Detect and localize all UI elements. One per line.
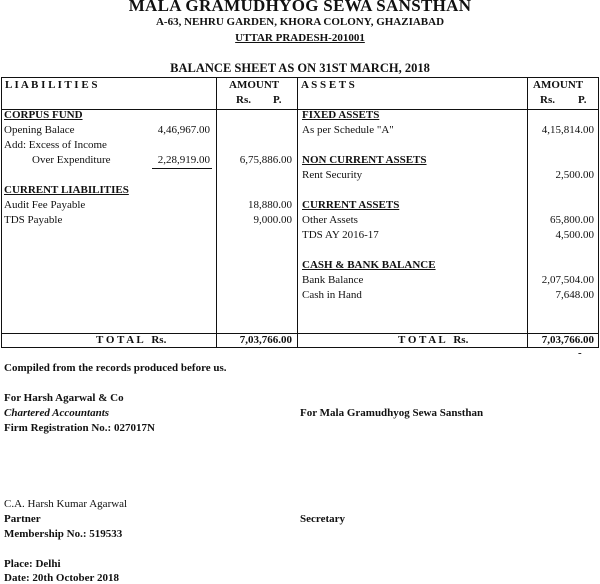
assets-p-header: P. <box>578 94 587 106</box>
balance-sheet-title: BALANCE SHEET AS ON 31ST MARCH, 2018 <box>170 61 430 75</box>
over-expenditure-value: 2,28,919.00 <box>157 154 210 166</box>
over-expenditure-label: Over Expenditure <box>32 154 111 166</box>
chartered-accountants: Chartered Accountants <box>4 407 110 419</box>
liabilities-header: L I A B I L I T I E S <box>5 79 98 91</box>
liab-amount-header: AMOUNT <box>229 79 280 91</box>
assets-amount-header: AMOUNT <box>533 79 584 91</box>
opening-balance-label: Opening Balace <box>4 124 75 136</box>
fixed-assets-heading: FIXED ASSETS <box>302 109 380 121</box>
bank-balance-label: Bank Balance <box>302 274 364 286</box>
address-line2: UTTAR PRADESH-201001 <box>235 32 365 44</box>
secretary-title: Secretary <box>300 513 345 525</box>
tds-ay-label: TDS AY 2016-17 <box>302 229 379 241</box>
dash-mark: - <box>578 347 582 359</box>
membership-number: Membership No.: 519533 <box>4 528 123 540</box>
corpus-fund-heading: CORPUS FUND <box>4 109 83 121</box>
tds-payable-value: 9,000.00 <box>253 214 292 226</box>
date: Date: 20th October 2018 <box>4 572 119 584</box>
audit-fee-value: 18,880.00 <box>248 199 292 211</box>
assets-total-value: 7,03,766.00 <box>541 334 594 346</box>
assets-total-label: T O T A L Rs. <box>398 334 469 346</box>
liab-rs-header: Rs. <box>236 94 251 106</box>
current-assets-heading: CURRENT ASSETS <box>302 199 400 211</box>
address-line1: A-63, NEHRU GARDEN, KHORA COLONY, GHAZIABAD <box>155 16 445 28</box>
cash-in-hand-value: 7,648.00 <box>555 289 594 301</box>
corpus-total-value: 6,75,886.00 <box>239 154 292 166</box>
add-excess-label: Add: Excess of Income <box>4 139 107 151</box>
cash-in-hand-label: Cash in Hand <box>302 289 362 301</box>
partner-title: Partner <box>4 513 41 525</box>
opening-balance-value: 4,46,967.00 <box>157 124 210 136</box>
tds-payable-label: TDS Payable <box>4 214 63 226</box>
assets-rs-header: Rs. <box>540 94 555 106</box>
bank-balance-value: 2,07,504.00 <box>541 274 594 286</box>
tds-ay-value: 4,500.00 <box>555 229 594 241</box>
audit-fee-label: Audit Fee Payable <box>4 199 86 211</box>
schedule-label: As per Schedule "A" <box>302 124 394 136</box>
compiled-note: Compiled from the records produced before us. <box>4 362 227 374</box>
org-name: MALA GRAMUDHYOG SEWA SANSTHAN <box>128 0 472 15</box>
cash-bank-heading: CASH & BANK BALANCE <box>302 259 436 271</box>
liab-total-value: 7,03,766.00 <box>239 334 292 346</box>
firm-registration: Firm Registration No.: 027017N <box>4 422 155 434</box>
for-organization: For Mala Gramudhyog Sewa Sansthan <box>300 407 484 419</box>
current-liabilities-heading: CURRENT LIABILITIES <box>4 184 129 196</box>
other-assets-value: 65,800.00 <box>550 214 594 226</box>
subtotal-underline <box>152 168 212 169</box>
place: Place: Delhi <box>4 558 61 570</box>
assets-header: A S S E T S <box>301 79 355 91</box>
liab-p-header: P. <box>273 94 282 106</box>
non-current-assets-heading: NON CURRENT ASSETS <box>302 154 427 166</box>
schedule-value: 4,15,814.00 <box>541 124 594 136</box>
other-assets-label: Other Assets <box>302 214 358 226</box>
liab-total-label: T O T A L Rs. <box>96 334 167 346</box>
rent-security-value: 2,500.00 <box>555 169 594 181</box>
partner-name: C.A. Harsh Kumar Agarwal <box>4 498 128 510</box>
rent-security-label: Rent Security <box>302 169 363 181</box>
for-firm: For Harsh Agarwal & Co <box>4 392 124 404</box>
